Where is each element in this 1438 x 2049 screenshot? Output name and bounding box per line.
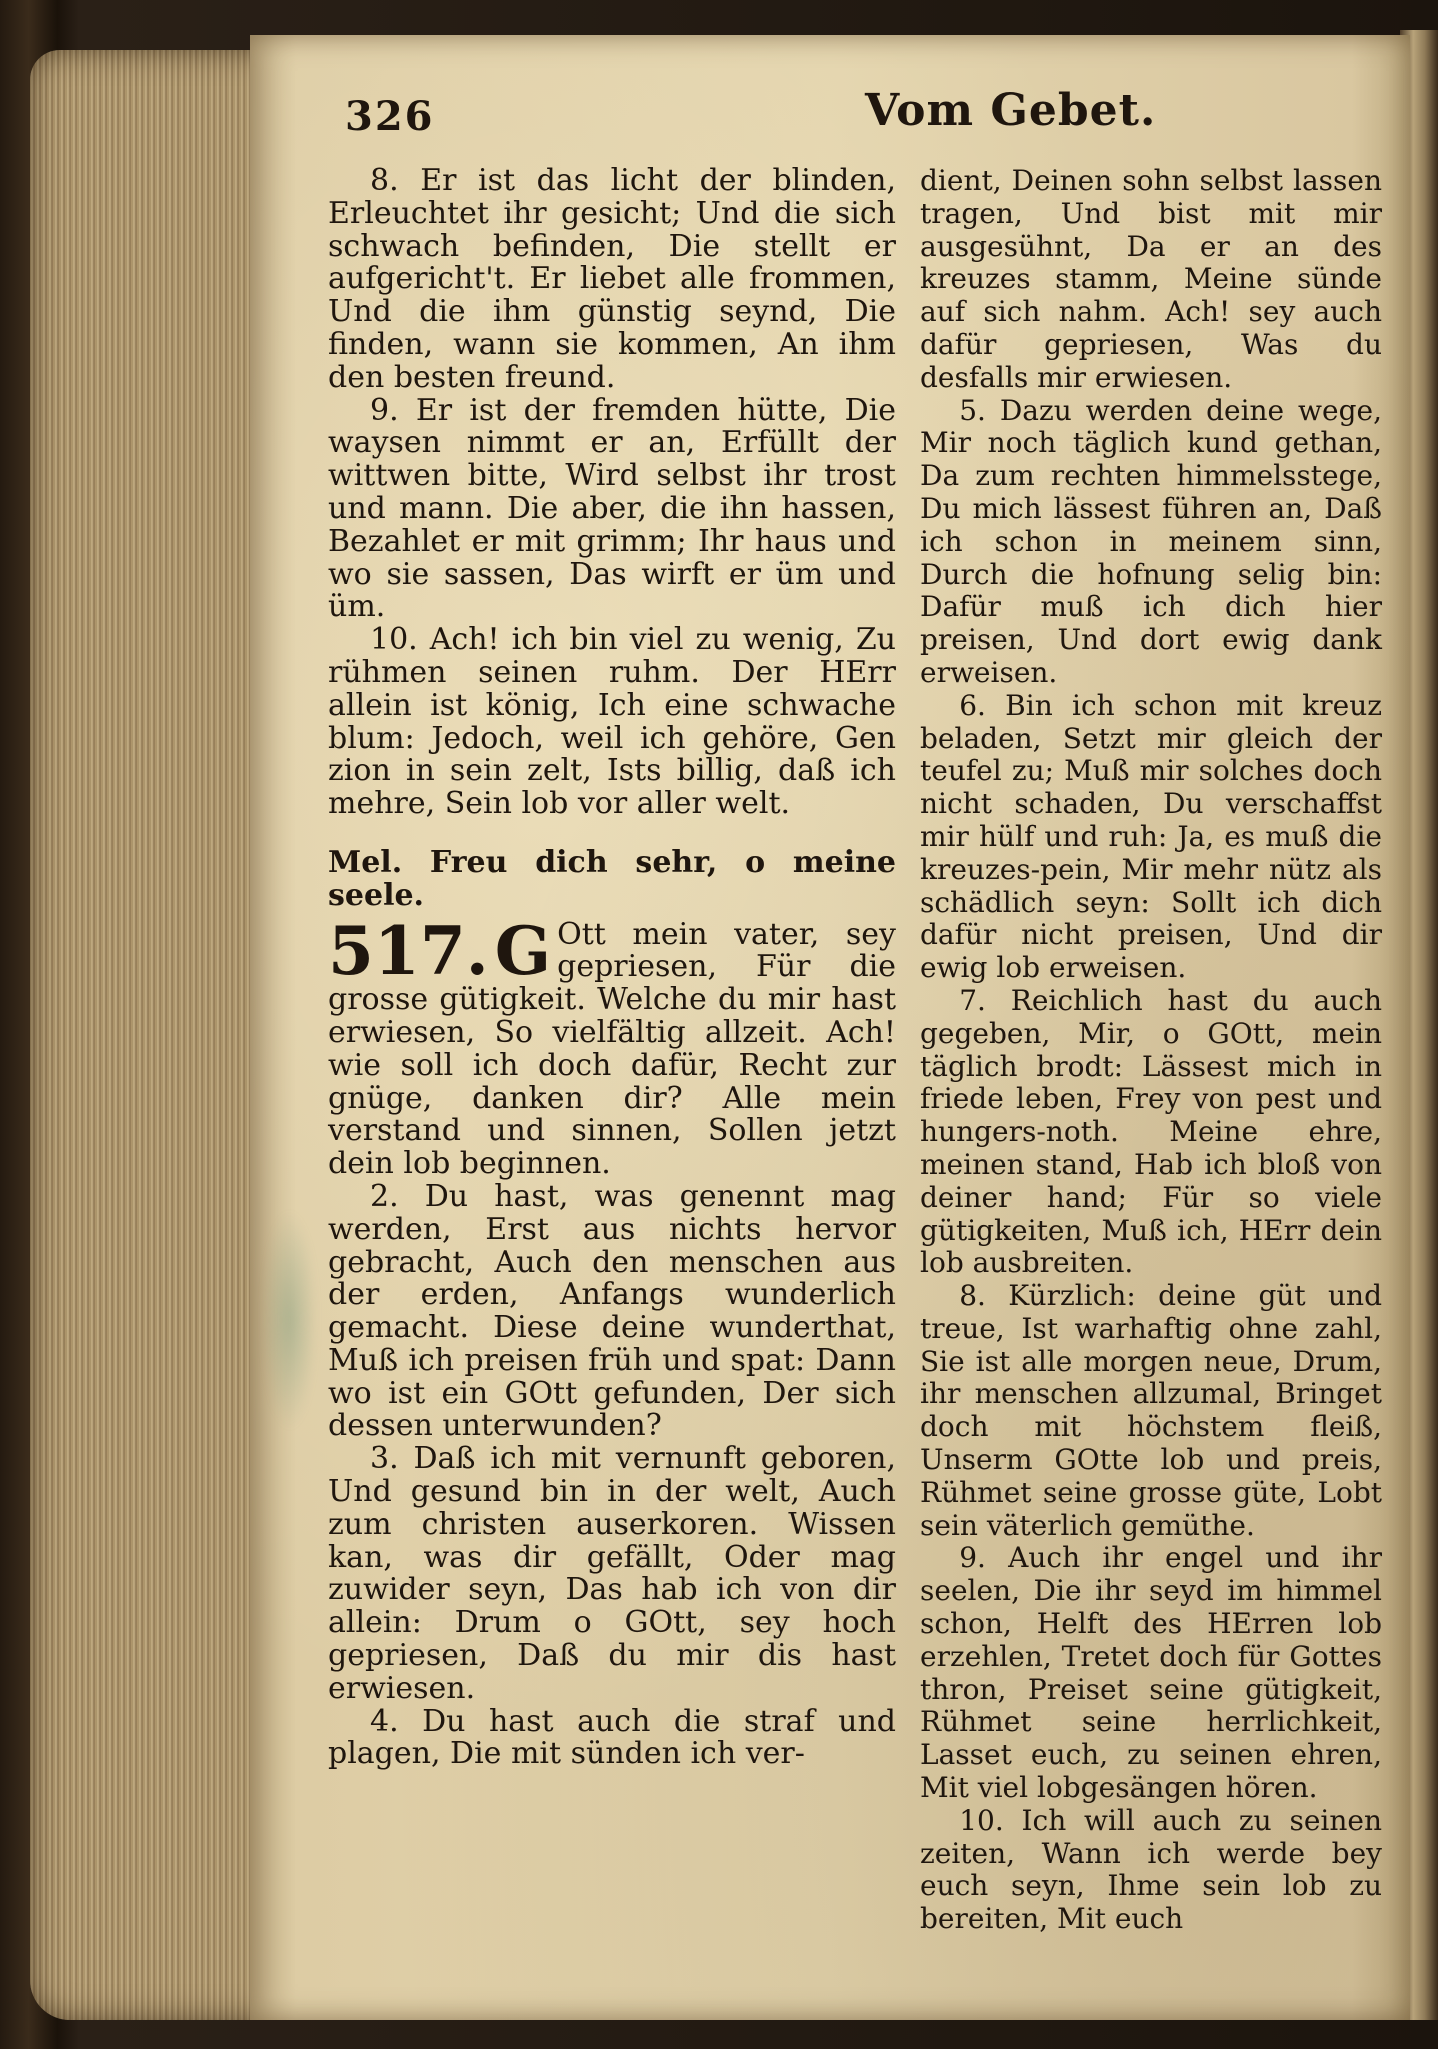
verse-5: 5. Dazu werden deine wege, Mir noch täglich kund gethan, Da zum rechten himmelsstege, Du mich lässest führen an, Daß ich schon in meinem sinn, Durch die hofnung selig bin: Dafür muß ich dich hier preisen, Und dort ewig dank erweisen.	[920, 393, 1382, 689]
verse-10-start: 10. Ich will auch zu seinen zeiten, Wann ich werde bey euch seyn, Ihme sein lob zu bereiten, Mit euch	[920, 1803, 1382, 1936]
verse-10: 10. Ach! ich bin viel zu wenig, Zu rühmen seinen ruhm. Der HErr allein ist könig, Ich eine schwache blum: Jedoch, weil ich gehöre, Gen zion in sein zelt, Ists billig, daß ich mehre, Sein lob vor aller welt.	[328, 622, 896, 822]
verse-8: 8. Er ist das licht der blinden, Erleuchtet ihr gesicht; Und die sich schwach befinden, Die stellt er aufgericht't. Er liebet alle frommen, Und die ihm günstig seynd, Die finden, wann sie kommen, An ihm den besten freund.	[328, 163, 896, 395]
running-title: Vom Gebet.	[865, 85, 1157, 136]
hymn-verse-2: 2. Du hast, was genennt mag werden, Erst aus nichts hervor gebracht, Auch den menschen aus der erden, Anfangs wunderlich gemacht. Diese deine wunderthat, Muß ich preisen früh und spat: Dann wo ist ein GOtt gefunden, Der sich dessen unterwunden?	[328, 1178, 896, 1444]
right-column	[920, 165, 1382, 1936]
verse-7: 7. Reichlich hast du auch gegeben, Mir, o GOtt, mein täglich brodt: Lässest mich in friede leben, Frey von pest und hungers-noth. Meine ehre, meinen stand, Hab ich bloß von deiner hand; Für so viele gütigkeiten, Muß ich, HErr dein lob ausbreiten.	[920, 983, 1382, 1280]
hymn-517-verse-1	[328, 911, 896, 1182]
verse-4-continued: dient, Deinen sohn selbst lassen tragen, Und bist mit mir ausgesühnt, Da er an des kreuzes stamm, Meine sünde auf sich nahm. Ach! sey auch dafür gepriesen, Was du desfalls mir erwiesen.	[920, 164, 1382, 394]
melody-line: Mel. Freu dich sehr, o meine seele.	[328, 844, 896, 913]
verse-8: 8. Kürzlich: deine güt und treue, Ist warhaftig ohne zahl, Sie ist alle morgen neue, Drum, ihr menschen allzumal, Bringet doch mit höchstem fleiß, Unserm GOtte lob und preis, Rühmet seine grosse güte, Lobt sein väterlich gemüthe.	[920, 1279, 1382, 1542]
hymn-verse-1-text: Ott mein vater, sey gepriesen, Für die grosse gütigkeit. Welche du mir hast erwiesen, So vielfältig allzeit. Ach! wie soll ich doch dafür, Recht zur gnüge, danken dir? Alle mein verstand und sinnen, Sollen jetzt dein lob beginnen.	[328, 916, 896, 1182]
hymn-verse-3: 3. Daß ich mit vernunft geboren, Und gesund bin in der welt, Auch zum christen auserkoren. Wissen kan, was dir gefällt, Oder mag zuwider seyn, Das hab ich von dir allein: Drum o GOtt, sey hoch gepriesen, Daß du mir dis hast erwiesen.	[328, 1441, 896, 1706]
hymn-initial-letter: G	[494, 911, 552, 990]
paper-stain	[262, 1210, 317, 1430]
verse-9: 9. Auch ihr engel und ihr seelen, Die ihr seyd im himmel schon, Helft des HErren lob erzehlen, Tretet doch für Gottes thron, Preiset seine gütigkeit, Rühmet seine herrlichkeit, Lasset euch, zu seinen ehren, Mit viel lobgesängen hören.	[920, 1541, 1382, 1805]
page-edges	[30, 50, 280, 2020]
hymn-number: 517.	[328, 911, 489, 990]
verse-9: 9. Er ist der fremden hütte, Die waysen nimmt er an, Erfüllt der wittwen bitte, Wird selbst ihr trost und mann. Die aber, die ihn hassen, Bezahlet er mit grimm; Ihr haus und wo sie sassen, Das wirft er üm und üm.	[328, 392, 896, 625]
page-header	[345, 85, 1385, 155]
hymn-verse-4-start: 4. Du hast auch die straf und plagen, Die mit sünden ich ver-	[328, 1703, 896, 1772]
left-column	[328, 165, 896, 1771]
book-page	[250, 35, 1410, 2020]
verse-6: 6. Bin ich schon mit kreuz beladen, Setzt mir gleich der teufel zu; Muß mir solches doch nicht schaden, Du verschaffst mir hülf und ruh: Ja, es muß die kreuzes-pein, Mir mehr nütz als schädlich seyn: Sollt ich dich dafür nicht preisen, Und dir ewig lob erweisen.	[920, 688, 1382, 985]
page-number: 326	[345, 93, 435, 140]
